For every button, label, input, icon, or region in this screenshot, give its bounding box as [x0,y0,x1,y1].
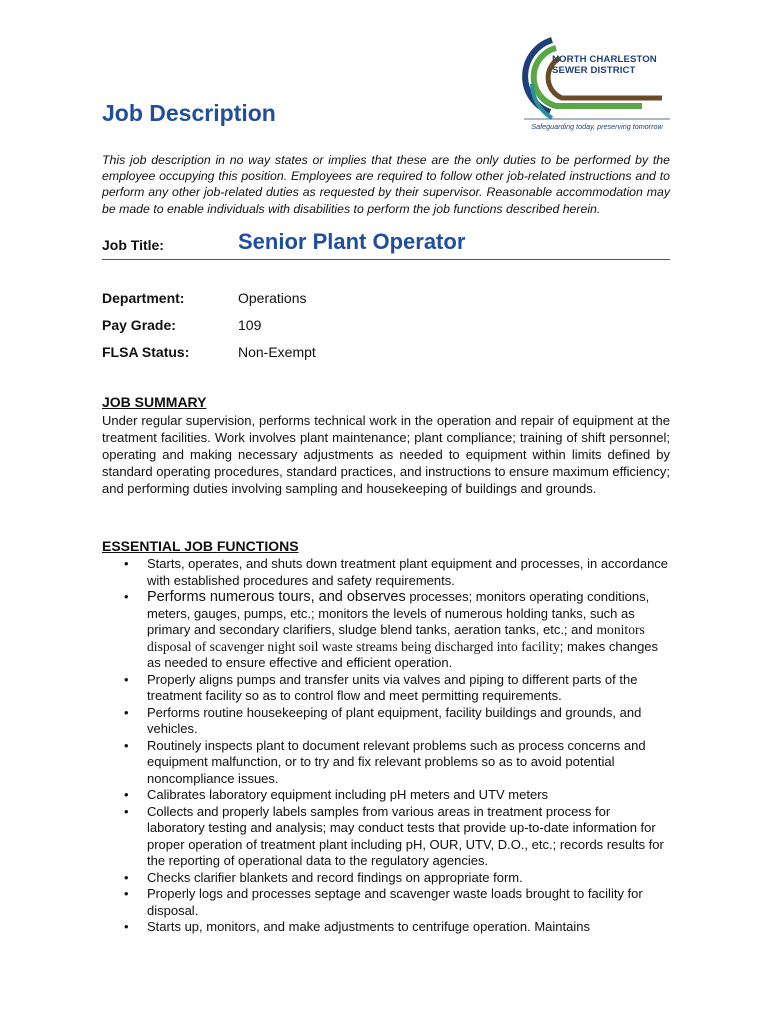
title-divider [102,259,670,260]
list-item-lead: Performs numerous tours, and observes [147,589,406,605]
logo-name-line2: SEWER DISTRICT [552,65,636,76]
job-title-label: Job Title: [102,237,164,253]
list-item: • Performs routine housekeeping of plant equipment, facility buildings and grounds, and vehicles. [122,705,670,738]
list-item: • Routinely inspects plant to document relevant problems such as process concerns and equipment malfunction, or to try and fix relevant problems so as to avoid potential noncompliance issues. [122,738,670,788]
pay-grade-value: 109 [238,317,262,333]
list-item-text: processes; monitors operating conditions, meters, gauges, pumps, etc.; monitors the levels of numerous holding tanks, such as primary and secondary clarifiers, sludge blend tanks, aeration tanks, etc.; and [147,589,650,637]
essential-functions-list [122,556,670,936]
list-item: • Calibrates laboratory equipment including pH meters and UTV meters [122,787,670,804]
job-summary-text: Under regular supervision, performs technical work in the operation and repair of equipment at the treatment facilities. Work involves plant maintenance; plant compliance; training of shift personnel; operating and making necessary adjustments as needed to equipment within limits defined by standard operating procedures, standard practices, and instructions to ensure maximum efficiency; and performing duties involving sampling and housekeeping of buildings and grounds. [102,413,670,496]
flsa-status-label: FLSA Status: [102,344,190,360]
list-item: • Properly aligns pumps and transfer units via valves and piping to different parts of the treatment facility so as to control flow and meet permitting requirements. [122,672,670,705]
job-title-value: Senior Plant Operator [238,229,466,254]
list-item-serif-text: monitors disposal of scavenger night soil waste streams being discharged into facility [147,622,645,654]
pay-grade-label: Pay Grade: [102,317,176,333]
essential-functions-heading: ESSENTIAL JOB FUNCTIONS [102,538,299,554]
department-label: Department: [102,290,185,306]
list-item: • Collects and properly labels samples from various areas in treatment process for laboratory testing and analysis; may conduct tests that provide up-to-date information for proper operation of treatment plant including pH, OUR, UTV, D.O., etc.; records results for the reporting of operational data to the regulatory agencies. [122,804,670,870]
list-item: • Properly logs and processes septage and scavenger waste loads brought to facility for disposal. [122,886,670,919]
list-item-text-end: ; makes changes as needed to ensure effective and efficient operation. [147,638,659,670]
list-item: • Starts up, monitors, and make adjustments to centrifuge operation. Maintains [122,919,670,936]
logo-name [552,54,674,76]
logo-swirl-icon [522,34,672,134]
list-item: • Checks clarifier blankets and record findings on appropriate form. [122,870,670,887]
intro-paragraph: This job description in no way states or implies that these are the only duties to be performed by the employee occupying this position. Employees are required to follow other job-related instructions and to perform any other job-related duties as requested by their supervisor. Reasonable accommodation may be made to enable individuals with disabilities to perform the job functions described herein. [102,153,670,216]
logo-name-line1: NORTH CHARLESTON [552,54,657,65]
page-title: Job Description [102,100,276,126]
department-value: Operations [238,290,307,306]
flsa-status-value: Non-Exempt [238,344,316,360]
list-item [122,589,670,672]
list-item: • Starts, operates, and shuts down treatment plant equipment and processes, in accordance with established procedures and safety requirements. [122,556,670,589]
job-summary-heading: JOB SUMMARY [102,394,207,410]
district-logo [522,34,672,134]
logo-tagline: Safeguarding today, preserving tomorrow [531,122,663,131]
